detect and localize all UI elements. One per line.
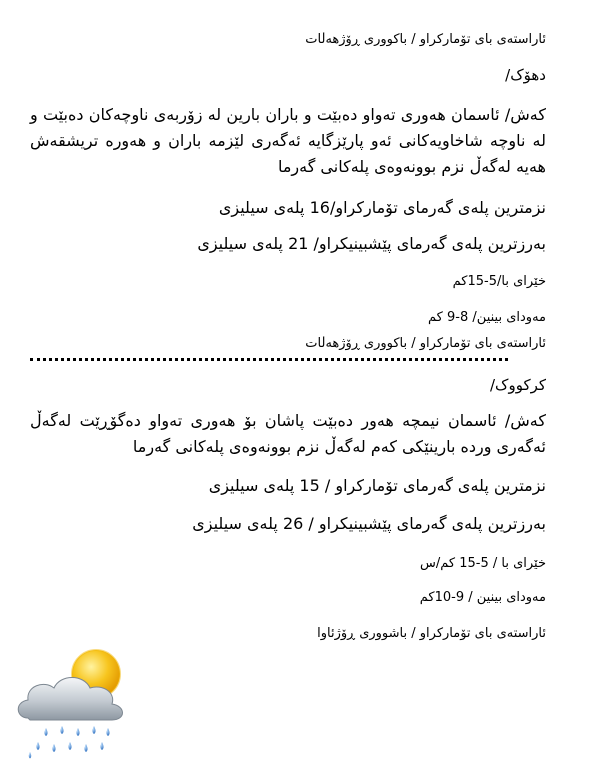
kirkuk-min-temp: نزمترین پلەی گەرمای تۆمارکراو / 15 پلەی سیلیزی [208, 476, 546, 495]
kirkuk-wind-speed: خێرای با / 5-15 کم/س [419, 556, 546, 571]
dohuk-max-temp: بەرزترین پلەی گەرمای پێشبینیکراو/ 21 پلەی سیلیزی [197, 234, 546, 253]
kirkuk-city-heading: کرکووک/ [489, 376, 546, 394]
kirkuk-wind-direction: ئاراستەی بای تۆمارکراو / باشووری ڕۆژئاوا [317, 626, 546, 641]
dohuk-wind-direction-top: ئاراستەی بای تۆمارکراو / باکووری ڕۆژهەڵات [305, 32, 546, 47]
dohuk-city-heading: دهۆک/ [505, 66, 546, 84]
kirkuk-max-temp: بەرزترین پلەی گەرمای پێشبینیکراو / 26 پلەی سیلیزی [192, 514, 546, 533]
dohuk-wind-direction-bottom: ئاراستەی بای تۆمارکراو / باکووری ڕۆژهەڵات [305, 336, 546, 351]
section-divider [30, 358, 508, 361]
dohuk-min-temp: نزمترین پلەی گەرمای تۆمارکراو/16 پلەی سیلیزی [218, 198, 546, 217]
rain-drops-icon [29, 726, 110, 759]
dohuk-condition: کەش/ ئاسمان هەوری تەواو دەبێت و باران بارین لە زۆربەی ناوچەکان دەبێت و لە ناوچە شاخاویەکانی ئەو پارێزگایە ئەگەری لێزمە باران و هەورە تریشقەش هەیە لەگەڵ نزم بوونەوەی پلەکانی گەرما [30, 105, 546, 176]
kirkuk-visibility: مەودای بینین / 9-10کم [419, 590, 546, 605]
dohuk-wind-speed: خێرای با/5-15کم [452, 274, 546, 289]
weather-report [30, 14, 546, 754]
sun-cloud-rain-icon [10, 648, 140, 760]
dohuk-visibility: مەودای بینین/ 8-9 کم [428, 310, 546, 325]
kirkuk-condition: کەش/ ئاسمان نیمچە هەور دەبێت پاشان بۆ هەوری تەواو دەگۆڕێت لەگەڵ ئەگەری وردە بارینێکی کەم لەگەڵ نزم بوونەوەی پلەکانی گەرما [30, 411, 546, 456]
